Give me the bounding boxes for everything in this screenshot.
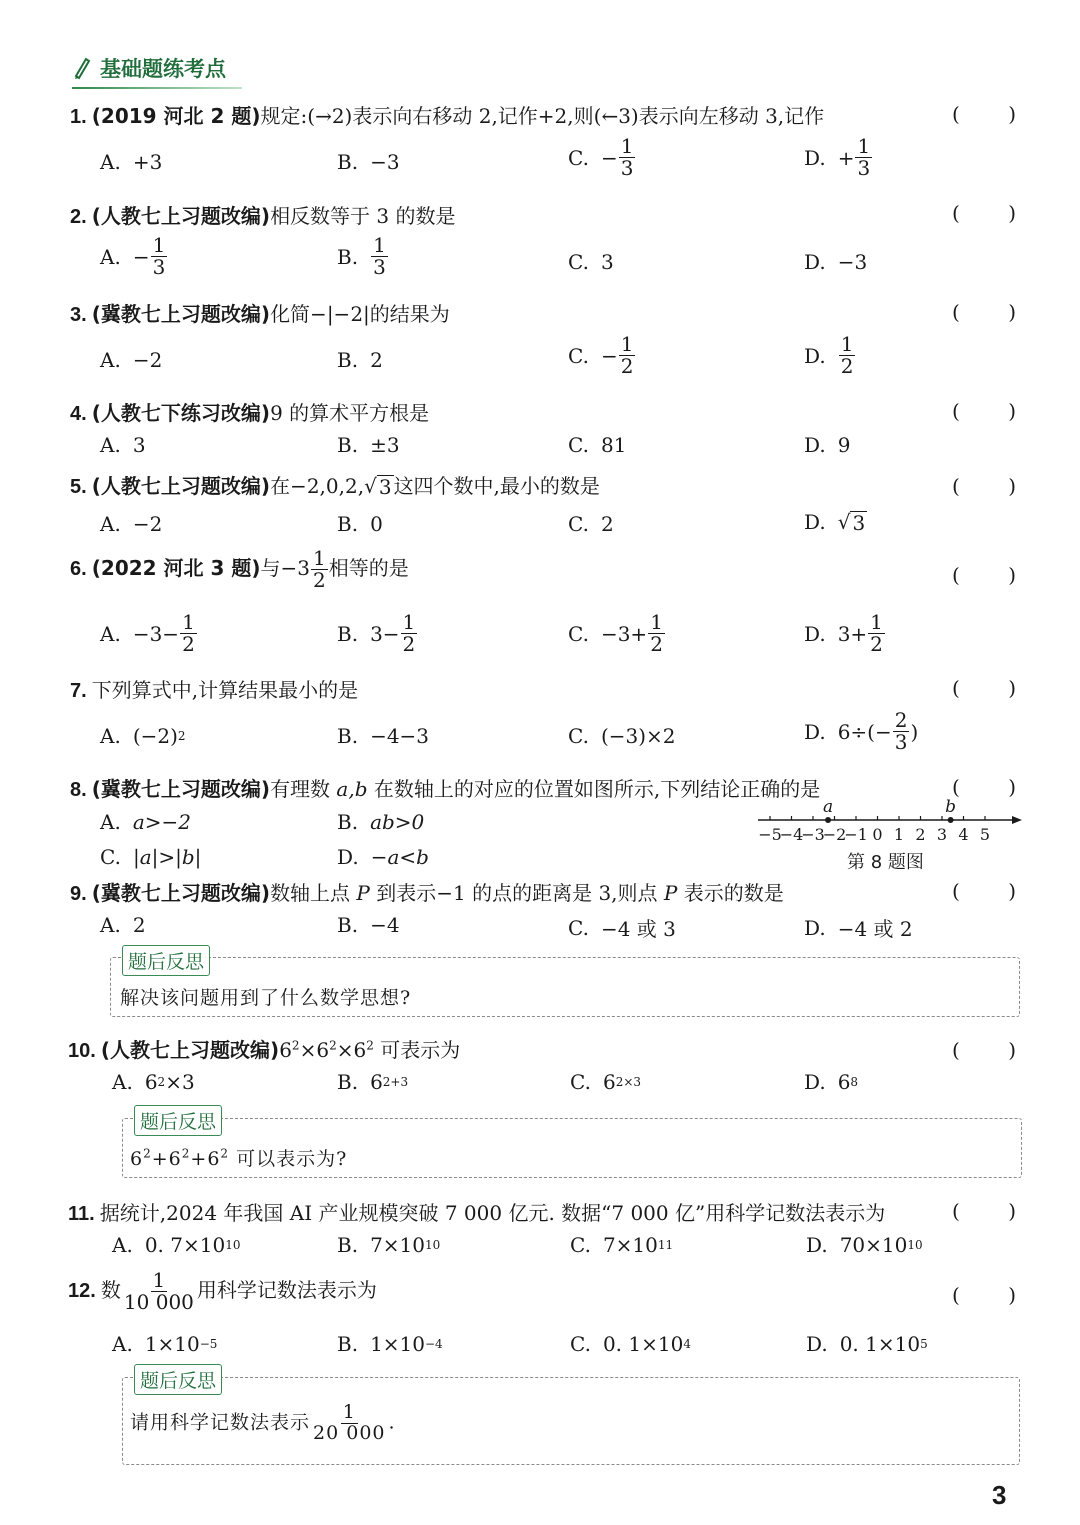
tick-label: −5 <box>758 825 782 844</box>
question-12 <box>68 1270 377 1313</box>
option-d: D. −3 <box>804 250 868 274</box>
question-text: (冀教七上习题改编)数轴上点 P 到表示−1 的点的距离是 3,则点 P 表示的数是 <box>91 881 784 905</box>
question-4 <box>70 397 429 426</box>
reflection-prompt: 解决该问题用到了什么数学思想? <box>120 987 412 1009</box>
question-3 <box>70 298 450 327</box>
question-8 <box>70 773 820 802</box>
answer-bracket: ( ) <box>952 1199 1016 1223</box>
section-title-text: 基础题练考点 <box>100 57 226 81</box>
question-text: (冀教七上习题改编)有理数 a,b 在数轴上的对应的位置如图所示,下列结论正确的是 <box>91 777 821 801</box>
option-c: C. 2 <box>568 512 614 536</box>
option-a: A. (−2) 2 <box>100 724 186 748</box>
reflection-prompt: 请用科学记数法表示 $\frac{1}{20 000}$ . <box>130 1401 396 1444</box>
option-a: A. − $\frac{1}{3}$ <box>100 233 166 279</box>
option-a: A. a>−2 <box>100 810 191 834</box>
option-b: B. −4−3 <box>337 724 430 748</box>
point-label-b: b <box>945 798 957 817</box>
option-b: B. 1×10 −4 <box>337 1332 443 1356</box>
option-a: A. −2 <box>100 512 163 536</box>
tick-label: 5 <box>979 825 991 844</box>
question-number: 3. <box>70 304 87 326</box>
question-number: 7. <box>70 680 87 702</box>
reflection-tag: 题后反思 <box>134 1364 222 1395</box>
reflection-tag: 题后反思 <box>134 1105 222 1136</box>
question-1 <box>70 100 824 129</box>
question-number: 9. <box>70 883 87 905</box>
question-text: (人教七上习题改编)在−2,0,2, √ 3 这四个数中,最小的数是 <box>91 474 600 499</box>
option-b: B. −4 <box>337 913 400 937</box>
answer-bracket: ( ) <box>952 676 1016 700</box>
question-5 <box>70 470 600 499</box>
pencil-icon <box>72 56 92 80</box>
question-number: 1. <box>70 106 87 128</box>
option-d: D. 70×10 10 <box>806 1233 923 1257</box>
option-c: C. (−3)×2 <box>568 724 676 748</box>
option-d: D. $\frac{1}{2}$ <box>804 332 854 378</box>
option-a: A. −2 <box>100 348 163 372</box>
answer-bracket: ( ) <box>952 775 1016 799</box>
option-c: C. 81 <box>568 433 627 457</box>
question-text: (人教七上习题改编)相反数等于 3 的数是 <box>91 204 456 228</box>
option-d: D. −a<b <box>337 845 429 869</box>
question-number: 2. <box>70 206 87 228</box>
option-c: C. −3+ $\frac{1}{2}$ <box>568 610 663 656</box>
option-c: C. 3 <box>568 250 614 274</box>
option-c: C. − $\frac{1}{2}$ <box>568 332 634 378</box>
option-b: B. 2 <box>337 348 383 372</box>
question-text: (2019 河北 2 题)规定:(→2)表示向右移动 2,记作+2,则(←3)表示向左移动 3,记作 <box>91 104 825 128</box>
question-text: (人教七下练习改编)9 的算术平方根是 <box>91 401 430 425</box>
question-text: (人教七上习题改编)$6^2\times 6^2\times 6^2$ 可表示为 <box>100 1038 461 1062</box>
answer-bracket: ( ) <box>952 879 1016 903</box>
question-11 <box>68 1197 885 1226</box>
question-text: (2022 河北 3 题)与−3 $\frac{1}{2}$ 相等的是 <box>91 546 409 592</box>
option-b: B. ab>0 <box>337 810 425 834</box>
answer-bracket: ( ) <box>952 399 1016 423</box>
number-line <box>756 798 1026 850</box>
answer-bracket: ( ) <box>952 102 1016 126</box>
option-c: C. −4 或 3 <box>568 915 676 941</box>
option-c: C. |a|>|b| <box>100 845 202 869</box>
option-c: C. − $\frac{1}{3}$ <box>568 134 634 180</box>
question-10 <box>68 1034 460 1063</box>
option-a: A. +3 <box>100 150 163 174</box>
question-2 <box>70 200 456 229</box>
option-b: B. 0 <box>337 512 383 536</box>
tick-label: 0 <box>872 825 883 844</box>
option-a: A. 1×10 −5 <box>112 1332 218 1356</box>
axis-arrow <box>1012 816 1022 824</box>
question-number: 10. <box>68 1040 96 1062</box>
option-c: C. 0. 1×10 4 <box>570 1332 691 1356</box>
question-number: 5. <box>70 476 87 498</box>
question-text: (冀教七上习题改编)化简−|−2|的结果为 <box>91 302 450 326</box>
option-b: B. 3− $\frac{1}{2}$ <box>337 610 416 656</box>
option-a: A. 3 <box>100 433 146 457</box>
option-b: B. $\frac{1}{3}$ <box>337 233 386 279</box>
question-number: 8. <box>70 779 87 801</box>
point-a <box>825 817 831 823</box>
question-number: 12. <box>68 1280 96 1302</box>
option-a: A. 2 <box>100 913 146 937</box>
section-title <box>72 50 332 86</box>
answer-bracket: ( ) <box>952 201 1016 225</box>
option-a: A. −3− $\frac{1}{2}$ <box>100 610 195 656</box>
option-d: D. 6 8 <box>804 1070 859 1094</box>
option-a: A. 6 2 ×3 <box>112 1070 195 1094</box>
tick-label: −4 <box>779 825 804 844</box>
reflection-tag: 题后反思 <box>122 945 210 976</box>
figure-caption: 第 8 题图 <box>847 852 924 873</box>
tick-label: −3 <box>801 825 825 844</box>
tick-label: −2 <box>822 825 847 844</box>
option-d: D. −4 或 2 <box>804 915 913 941</box>
option-d: D. √ 3 <box>804 510 866 535</box>
option-d: D. 3+ $\frac{1}{2}$ <box>804 610 883 656</box>
answer-bracket: ( ) <box>952 1283 1016 1307</box>
point-b <box>948 817 954 823</box>
tick-label: 4 <box>958 825 969 844</box>
option-d: D. 0. 1×10 5 <box>806 1332 928 1356</box>
option-d: D. 6÷(− $\frac{2}{3}$ ) <box>804 708 919 754</box>
tick-label: 3 <box>936 825 948 844</box>
reflection-prompt: $6^2+6^2+6^2$ 可以表示为? <box>130 1146 348 1170</box>
option-a: A. 0. 7×10 10 <box>112 1233 241 1257</box>
tick-label: 2 <box>915 825 926 844</box>
option-b: B. ±3 <box>337 433 400 457</box>
question-text: 下列算式中,计算结果最小的是 <box>91 678 359 702</box>
page-number: 3 <box>992 1480 1007 1510</box>
question-text: 据统计,2024 年我国 AI 产业规模突破 7 000 亿元. 数据“7 000 亿”用科学记数法表示为 <box>99 1201 886 1225</box>
option-b: B. 7×10 10 <box>337 1233 441 1257</box>
question-number: 6. <box>70 558 87 580</box>
question-9 <box>70 877 784 906</box>
option-d: D. + $\frac{1}{3}$ <box>804 134 871 180</box>
option-c: C. 7×10 11 <box>570 1233 674 1257</box>
tick-label: 1 <box>893 825 905 844</box>
answer-bracket: ( ) <box>952 563 1016 587</box>
option-b: B. −3 <box>337 150 400 174</box>
question-number: 4. <box>70 403 87 425</box>
question-text: 数 $\frac{1}{10 000}$ 用科学记数法表示为 <box>100 1268 377 1314</box>
option-c: C. 6 2×3 <box>570 1070 642 1094</box>
question-number: 11. <box>68 1203 95 1225</box>
option-d: D. 9 <box>804 433 851 457</box>
option-b: B. 6 2+3 <box>337 1070 409 1094</box>
question-6 <box>70 548 409 591</box>
point-label-a: a <box>822 798 834 817</box>
section-underline <box>72 87 242 89</box>
answer-bracket: ( ) <box>952 474 1016 498</box>
answer-bracket: ( ) <box>952 300 1016 324</box>
tick-label: −1 <box>844 825 868 844</box>
answer-bracket: ( ) <box>952 1038 1016 1062</box>
question-7 <box>70 674 358 703</box>
